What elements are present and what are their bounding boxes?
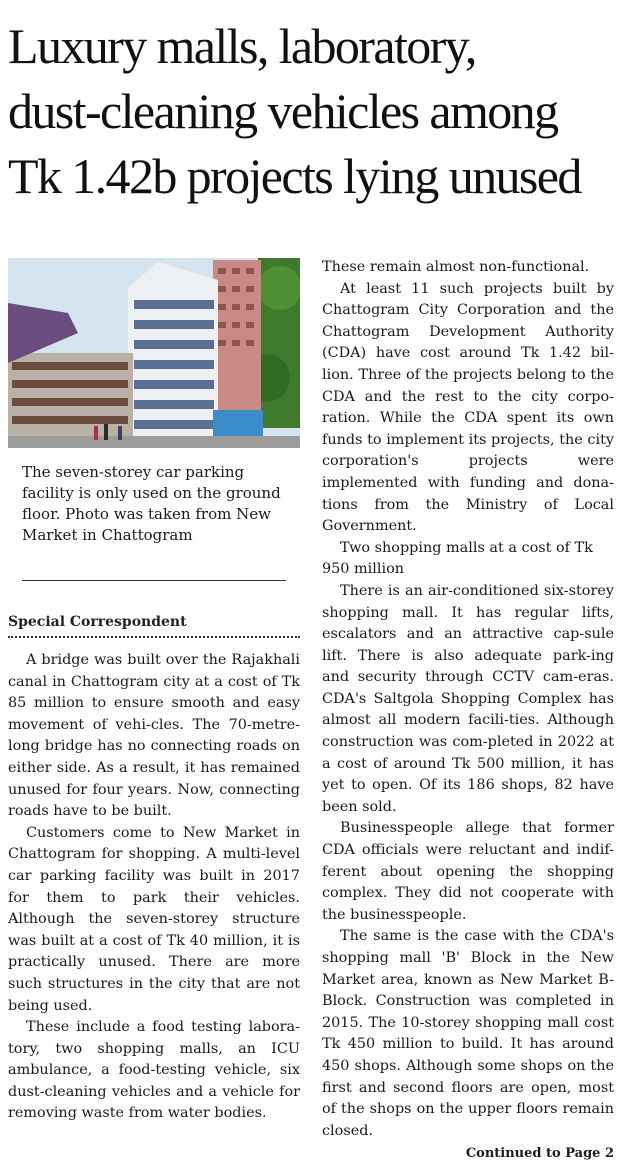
photo-car-parking-building-icon xyxy=(8,258,300,448)
headline-line-1: Luxury malls, laboratory, xyxy=(8,18,476,74)
headline xyxy=(8,14,616,209)
paragraph: Customers come to New Market in Chattogram for shopping. A multi-level car parking facility was built in 2017 for them to park their vehicles. Although the seven-storey structure was built at a cost of Tk 40 million, it is practically unused. There are more such structures in the city that are not being used. xyxy=(8,824,300,1014)
headline-line-2: dust-cleaning vehicles among xyxy=(8,83,558,139)
photo-caption: The seven-storey car parking facility is only used on the ground floor. Photo was taken from New Market in Chattogram xyxy=(22,463,281,544)
left-column xyxy=(8,258,300,1125)
paragraph: These remain almost non-functional. xyxy=(322,259,590,275)
headline-line-3: Tk 1.42b projects lying unused xyxy=(8,148,581,204)
caption-divider xyxy=(22,580,286,581)
left-body xyxy=(8,650,300,1125)
section-subhead: Two shopping malls at a cost of Tk 950 million xyxy=(322,539,593,578)
paragraph: The same is the case with the CDA's shopping mall 'B' Block in the New Market area, known as New Market B-Block. Construction was completed in 2015. The 10-storey shopping mall cost Tk 450 million to build. It has around 450 shops. Although some shops on the first and second floors are open, most of the shops on the upper floors remain closed. xyxy=(322,928,614,1139)
byline-dotted-divider xyxy=(8,636,300,638)
paragraph: At least 11 such projects built by Chattogram City Corporation and the Chattogram Development Authority (CDA) have cost around Tk 1.42 bil-lion. Three of the projects belong to the CDA and the rest to the city corpo-ration. While the CDA spent its own funds to implement its projects, the city corporation's projects were implemented with funding and dona-tions from the Ministry of Local Government. xyxy=(322,280,614,535)
continued-link[interactable]: Continued to Page 2 xyxy=(465,1146,614,1161)
paragraph: Businesspeople allege that former CDA officials were reluctant and indif-ferent about opening the shopping complex. They did not cooperate with the businesspeople. xyxy=(322,820,614,923)
paragraph: A bridge was built over the Rajakhali canal in Chattogram city at a cost of Tk 85 million to ensure smooth and easy movement of vehi-cles. The 70-metre-long bridge has no connecting roads on either side. As a result, it has remained unused for four years. Now, connecting roads have to be built. xyxy=(8,652,300,820)
byline: Special Correspondent xyxy=(8,614,187,630)
paragraph: These include a food testing labora-tory, two shopping malls, an ICU ambulance, a food-testing vehicle, six dust-cleaning vehicles and a vehicle for removing waste from water bodies. xyxy=(8,1019,300,1122)
paragraph: There is an air-conditioned six-storey shopping mall. It has regular lifts, escalators and an attractive cap-sule lift. There is also adequate park-ing and security through CCTV cam-eras. CDA's Saltgola Shopping Complex has almost all modern facili-ties. Although construction was com-pleted in 2022 at a cost of around Tk 500 million, it has yet to open. Of its 186 shops, 82 have been sold. xyxy=(322,582,614,815)
news-photo xyxy=(8,258,300,448)
right-column xyxy=(322,257,614,1161)
